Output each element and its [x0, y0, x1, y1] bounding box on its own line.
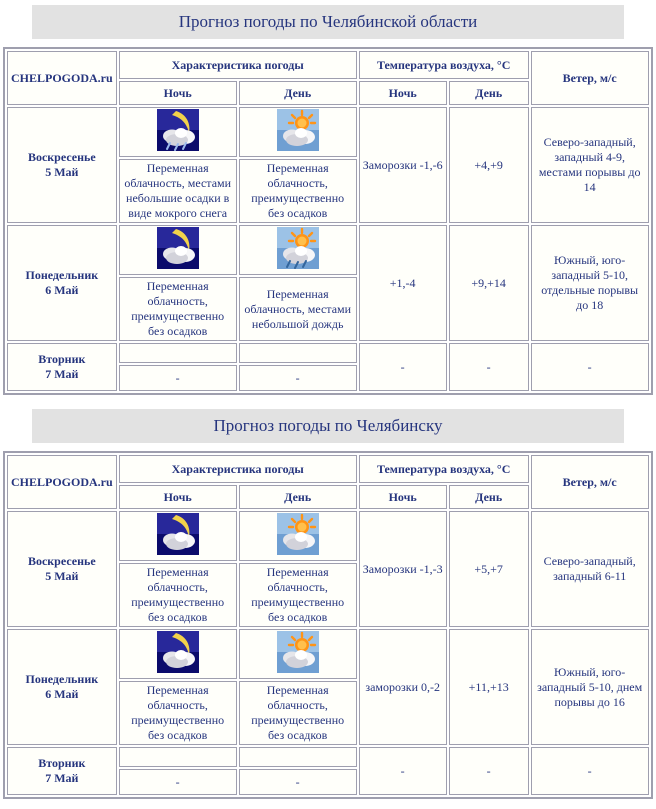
site-brand: CHELPOGODA.ru	[7, 455, 117, 509]
temperature-column-header: Температура воздуха, °С	[359, 455, 529, 483]
weekday-label: Вторник	[38, 352, 86, 366]
weather-night-subheader: Ночь	[119, 81, 237, 105]
weekday-label: Вторник	[38, 756, 86, 770]
city-forecast-title: Прогноз погоды по Челябинску	[32, 409, 624, 443]
weather-day-subheader: День	[239, 485, 357, 509]
day-description: -	[239, 769, 357, 795]
date-cell	[7, 225, 117, 341]
day-description: Переменная облачность, преимущественно без осадков	[239, 563, 357, 627]
sun-clouds-icon	[277, 109, 319, 151]
night-temp-value: Заморозки -1,-3	[359, 511, 447, 627]
day-temp-value: -	[449, 343, 529, 391]
night-description: Переменная облачность, преимущественно без осадков	[119, 563, 237, 627]
table-row	[7, 343, 649, 363]
day-temp-value: -	[449, 747, 529, 795]
date-cell	[7, 511, 117, 627]
moon-clouds-icon	[157, 227, 199, 269]
temperature-column-header: Температура воздуха, °С	[359, 51, 529, 79]
weather-column-header: Характеристика погоды	[119, 51, 357, 79]
temp-night-subheader: Ночь	[359, 485, 447, 509]
day-temp-value: +9,+14	[449, 225, 529, 341]
wind-value: Северо-западный, западный 4-9, местами порывы до 14	[531, 107, 649, 223]
night-icon-cell	[119, 107, 237, 157]
weather-night-subheader: Ночь	[119, 485, 237, 509]
moon-clouds-icon	[157, 513, 199, 555]
night-description: Переменная облачность, местами небольшие осадки в виде мокрого снега	[119, 159, 237, 223]
date-label: 7 Май	[45, 771, 79, 785]
wind-value: Южный, юго-западный 5-10, днем порывы до 16	[531, 629, 649, 745]
date-cell	[7, 343, 117, 391]
night-description: Переменная облачность, преимущественно без осадков	[119, 277, 237, 341]
night-temp-value: -	[359, 343, 447, 391]
date-label: 7 Май	[45, 367, 79, 381]
night-icon-cell	[119, 225, 237, 275]
region-forecast-title: Прогноз погоды по Челябинской области	[32, 5, 624, 39]
night-temp-value: заморозки 0,-2	[359, 629, 447, 745]
temp-night-subheader: Ночь	[359, 81, 447, 105]
wind-value: Северо-западный, западный 6-11	[531, 511, 649, 627]
night-icon-cell	[119, 747, 237, 767]
weather-day-subheader: День	[239, 81, 357, 105]
weekday-label: Понедельник	[25, 672, 99, 686]
table-row	[7, 107, 649, 157]
table-row	[7, 225, 649, 275]
night-icon-cell	[119, 511, 237, 561]
site-brand: CHELPOGODA.ru	[7, 51, 117, 105]
wind-value: Южный, юго-западный 5-10, отдельные порывы до 18	[531, 225, 649, 341]
night-description: -	[119, 365, 237, 391]
table-row	[7, 629, 649, 679]
date-cell	[7, 747, 117, 795]
wind-column-header: Ветер, м/с	[531, 51, 649, 105]
table-row	[7, 747, 649, 767]
date-label: 5 Май	[45, 569, 79, 583]
night-temp-value: +1,-4	[359, 225, 447, 341]
date-label: 5 Май	[45, 165, 79, 179]
day-temp-value: +11,+13	[449, 629, 529, 745]
day-icon-cell	[239, 107, 357, 157]
day-description: Переменная облачность, преимущественно без осадков	[239, 681, 357, 745]
night-temp-value: -	[359, 747, 447, 795]
wind-value: -	[531, 747, 649, 795]
sun-clouds-rain-icon	[277, 227, 319, 269]
moon-clouds-sleet-icon	[157, 109, 199, 151]
region-forecast-table	[3, 47, 653, 395]
weekday-label: Воскресенье	[27, 150, 96, 164]
day-temp-value: +5,+7	[449, 511, 529, 627]
weekday-label: Воскресенье	[27, 554, 96, 568]
night-icon-cell	[119, 629, 237, 679]
moon-clouds-icon	[157, 631, 199, 673]
day-description: Переменная облачность, преимущественно без осадков	[239, 159, 357, 223]
city-forecast-table	[3, 451, 653, 799]
night-temp-value: Заморозки -1,-6	[359, 107, 447, 223]
day-icon-cell	[239, 343, 357, 363]
temp-day-subheader: День	[449, 485, 529, 509]
day-temp-value: +4,+9	[449, 107, 529, 223]
day-icon-cell	[239, 747, 357, 767]
date-cell	[7, 107, 117, 223]
day-icon-cell	[239, 629, 357, 679]
weather-column-header: Характеристика погоды	[119, 455, 357, 483]
day-icon-cell	[239, 511, 357, 561]
sun-clouds-icon	[277, 631, 319, 673]
day-description: Переменная облачность, местами небольшой дождь	[239, 277, 357, 341]
table-row	[7, 511, 649, 561]
date-label: 6 Май	[45, 687, 79, 701]
date-label: 6 Май	[45, 283, 79, 297]
wind-value: -	[531, 343, 649, 391]
date-cell	[7, 629, 117, 745]
night-icon-cell	[119, 343, 237, 363]
day-icon-cell	[239, 225, 357, 275]
temp-day-subheader: День	[449, 81, 529, 105]
weekday-label: Понедельник	[25, 268, 99, 282]
day-description: -	[239, 365, 357, 391]
night-description: Переменная облачность, преимущественно без осадков	[119, 681, 237, 745]
sun-clouds-icon	[277, 513, 319, 555]
wind-column-header: Ветер, м/с	[531, 455, 649, 509]
night-description: -	[119, 769, 237, 795]
